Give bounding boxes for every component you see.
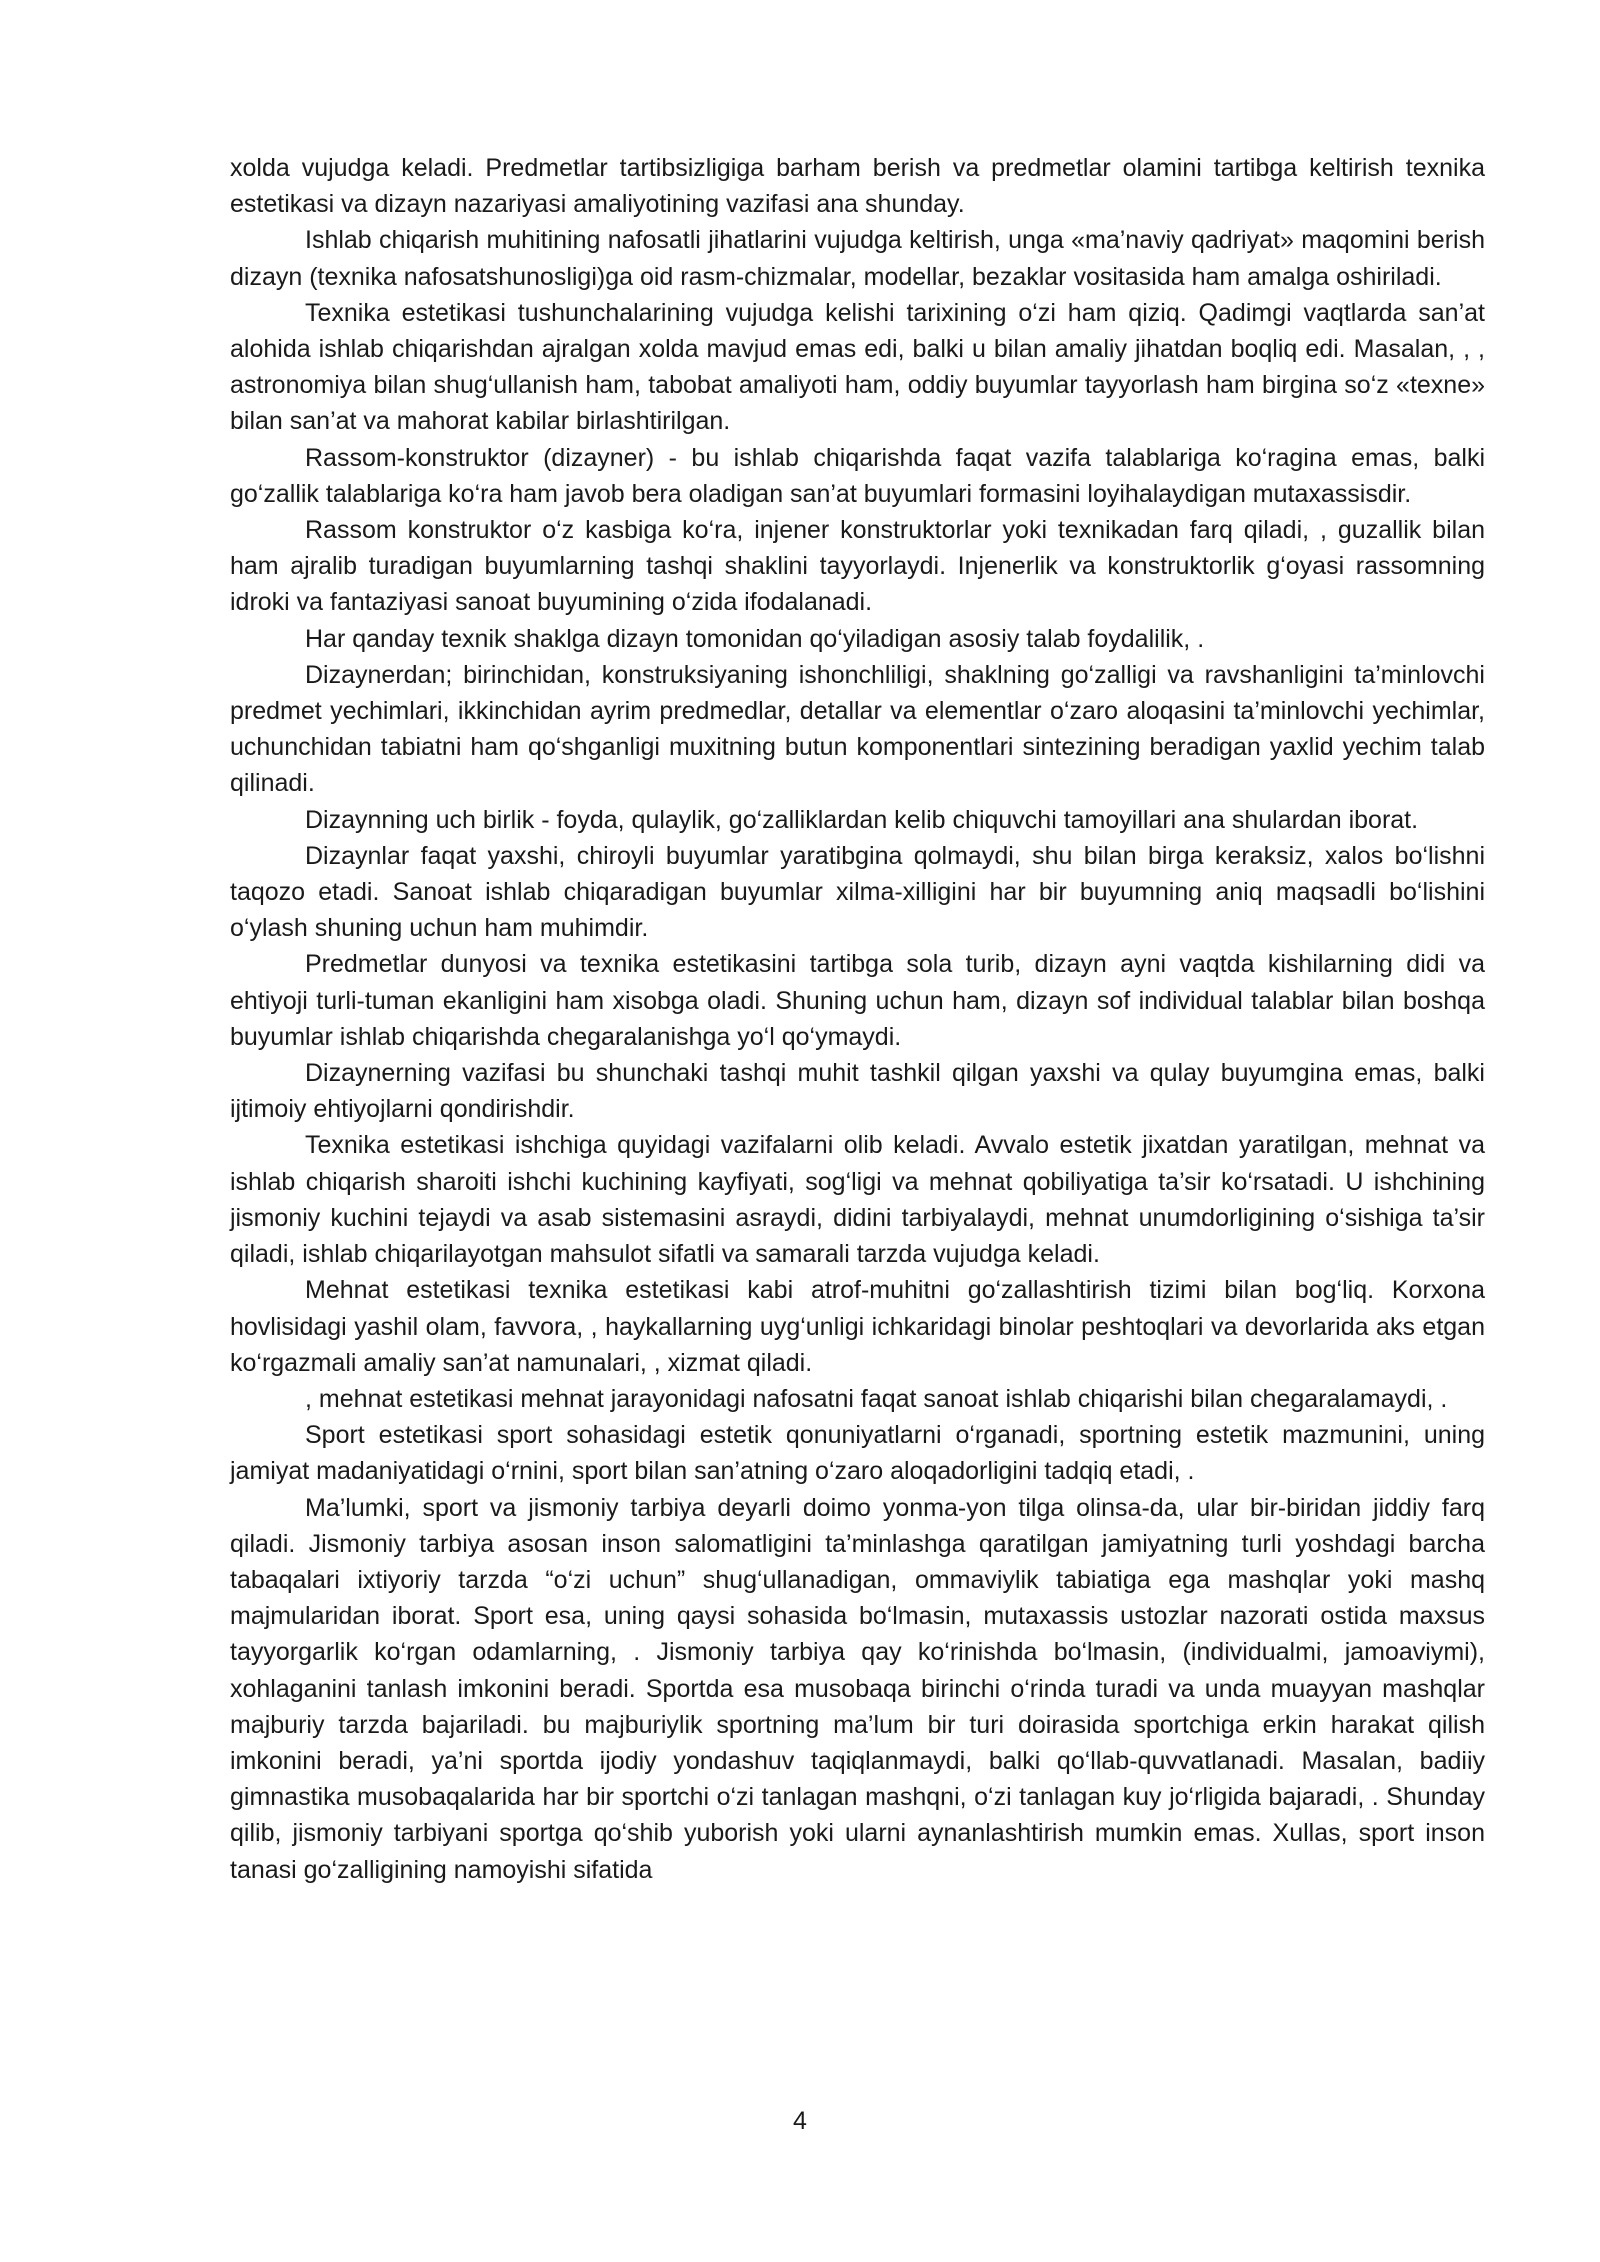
paragraph: Ma’lumki, sport va jismoniy tarbiya deyarli doimo yonma-yon tilga olinsa-da, ular bir-biridan jiddiy farq qiladi. Jismoniy tarbiya asosan inson salomatligini ta’minlashga qaratilgan jamiyatning turli yoshdagi barcha tabaqalari ixtiyoriy tarzda “o‘zi uchun” shug‘ullanadigan, ommaviylik tabiatiga ega mashqlar yoki mashq majmularidan iborat. Sport esa, uning qaysi sohasida bo‘lmasin, mutaxassis ustozlar nazorati ostida maxsus tayyorgarlik ko‘rgan odamlarning, . Jismoniy tarbiya qay ko‘rinishda bo‘lmasin, (individualmi, jamoaviymi), xohlaganini tanlash imkonini beradi. Sportda esa musobaqa birinchi o‘rinda turadi va unda muayyan mashqlar majburiy tarzda bajariladi. bu majburiylik sportning ma’lum bir turi doirasida sportchiga erkin harakat qilish imkonini beradi, ya’ni sportda ijodiy yondashuv taqiqlanmaydi, balki qo‘llab-quvvatlanadi. Masalan, badiiy gimnastika musobaqalarida har bir sportchi o‘zi tanlagan mashqni, o‘zi tanlagan kuy jo‘rligida bajaradi, . Shunday qilib, jismoniy tarbiyani sportga qo‘shib yuborish yoki ularni aynanlashtirish mumkin emas. Xullas, sport inson tanasi go‘zalligining namoyishi sifatida xyxy=(230,1493,1485,1884)
paragraph: , mehnat estetikasi mehnat jarayonidagi nafosatni faqat sanoat ishlab chiqarishi bilan chegaralamaydi, . xyxy=(305,1384,1448,1413)
paragraph: Dizaynning uch birlik - foyda, qulaylik, go‘zalliklardan kelib chiquvchi tamoyillari ana shulardan iborat. xyxy=(305,805,1419,834)
paragraph: Texnika estetikasi tushunchalarining vujudga kelishi tarixining o‘zi ham qiziq. Qadimgi vaqtlarda san’at alohida ishlab chiqarishdan ajralgan xolda mavjud emas edi, balki u bilan amaliy jihatdan boqliq edi. Masalan, , , astronomiya bilan shug‘ullanish ham, tabobat amaliyoti ham, oddiy buyumlar tayyorlash ham birgina so‘z «texne» bilan san’at va mahorat kabilar birlashtirilgan. xyxy=(230,298,1485,436)
document-page xyxy=(230,150,1485,1888)
paragraph: Rassom-konstruktor (dizayner) - bu ishlab chiqarishda faqat vazifa talablariga ko‘ragina emas, balki go‘zallik talablariga ko‘ra ham javob bera oladigan san’at buyumlari formasini loyihalaydigan mutaxassisdir. xyxy=(230,443,1485,508)
paragraph: Ishlab chiqarish muhitining nafosatli jihatlarini vujudga keltirish, unga «ma’naviy qadriyat» maqomini berish dizayn (texnika nafosatshunosligi)ga oid rasm-chizmalar, modellar, bezaklar vositasida ham amalga oshiriladi. xyxy=(230,226,1485,291)
paragraph: xolda vujudga keladi. Predmetlar tartibsizligiga barham berish va predmetlar olamini tartibga keltirish texnika estetikasi va dizayn nazariyasi amaliyotining vazifasi ana shunday. xyxy=(230,154,1485,219)
paragraph: Dizaynerning vazifasi bu shunchaki tashqi muhit tashkil qilgan yaxshi va qulay buyumgina emas, balki ijtimoiy ehtiyojlarni qondirishdir. xyxy=(230,1059,1485,1124)
paragraph: Mehnat estetikasi texnika estetikasi kabi atrof-muhitni go‘zallashtirish tizimi bilan bog‘liq. Korxona hovlisidagi yashil olam, favvora, , haykallarning uyg‘unligi ichkaridagi binolar peshtoqlari va devorlarida aks etgan ko‘rgazmali amaliy san’at namunalari, , xizmat qiladi. xyxy=(230,1276,1485,1377)
paragraph: Dizaynerdan; birinchidan, konstruksiyaning ishonchliligi, shaklning go‘zalligi va ravshanligini ta’minlovchi predmet yechimlari, ikkinchidan ayrim predmedlar, detallar va elementlar o‘zaro aloqasini ta’minlovchi yechimlar, uchunchidan tabiatni ham qo‘shganligi muxitning butun komponentlari sintezining beradigan yaxlid yechim talab qilinadi. xyxy=(230,660,1485,798)
paragraph: Rassom konstruktor o‘z kasbiga ko‘ra, injener konstruktorlar yoki texnikadan farq qiladi, , guzallik bilan ham ajralib turadigan buyumlarning tashqi shaklini tayyorlaydi. Injenerlik va konstruktorlik g‘oyasi rassomning idroki va fantaziyasi sanoat buyumining o‘zida ifodalanadi. xyxy=(230,516,1485,617)
paragraph: Texnika estetikasi ishchiga quyidagi vazifalarni olib keladi. Avvalo estetik jixatdan yaratilgan, mehnat va ishlab chiqarish sharoiti ishchi kuchining kayfiyati, sog‘ligi va mehnat qobiliyatiga ta’sir ko‘rsatadi. U ishchining jismoniy kuchini tejaydi va asab sistemasini asraydi, didini tarbiyalaydi, mehnat unumdorligining o‘sishiga ta’sir qiladi, ishlab chiqarilayotgan mahsulot sifatli va samarali tarzda vujudga keladi. xyxy=(230,1131,1485,1269)
paragraph: Har qanday texnik shaklga dizayn tomonidan qo‘yiladigan asosiy talab foydalilik, . xyxy=(305,624,1205,653)
paragraph: Sport estetikasi sport sohasidagi estetik qonuniyatlarni o‘rganadi, sportning estetik mazmunini, uning jamiyat madaniyatidagi o‘rnini, sport bilan san’atning o‘zaro aloqadorligini tadqiq etadi, . xyxy=(230,1421,1485,1486)
paragraph: Predmetlar dunyosi va texnika estetikasini tartibga sola turib, dizayn ayni vaqtda kishilarning didi va ehtiyoji turli-tuman ekanligini ham xisobga oladi. Shuning uchun ham, dizayn sof individual talablar bilan boshqa buyumlar ishlab chiqarishda chegaralanishga yo‘l qo‘ymaydi. xyxy=(230,950,1485,1051)
paragraph: Dizaynlar faqat yaxshi, chiroyli buyumlar yaratibgina qolmaydi, shu bilan birga keraksiz, xalos bo‘lishni taqozo etadi. Sanoat ishlab chiqaradigan buyumlar xilma-xilligini har bir buyumning aniq maqsadli bo‘lishini o‘ylash shuning uchun ham muhimdir. xyxy=(230,841,1485,943)
page-number: 4 xyxy=(793,2107,807,2135)
